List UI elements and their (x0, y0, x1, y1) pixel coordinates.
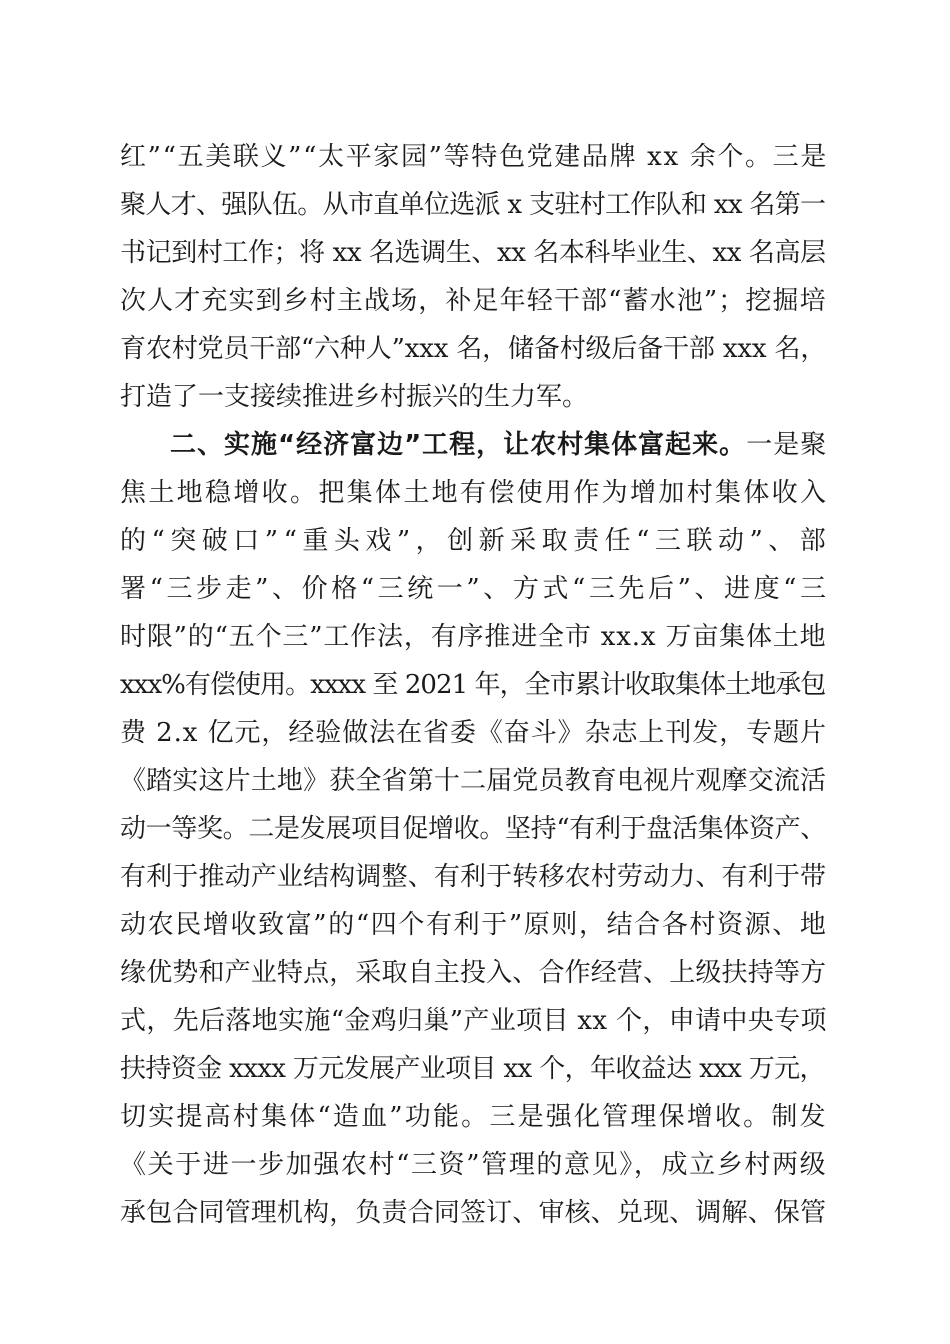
text-line: 署“三步走”、价格“三统一”、方式“三先后”、进度“三 (120, 574, 830, 604)
text-line: 动农民增收致富”的“四个有利于”原则，结合各村资源、地 (120, 910, 828, 940)
text-line: 有利于推动产业结构调整、有利于转移农村劳动力、有利于带 (120, 862, 827, 892)
text-line: 切实提高村集体“造血”功能。三是强化管理保增收。制发 (120, 1102, 828, 1132)
text-line: 扶持资金 xxxx 万元发展产业项目 xx 个，年收益达 xxx 万元， (120, 1054, 825, 1084)
text-line: 焦土地稳增收。把集体土地有偿使用作为增加村集体收入 (120, 478, 829, 508)
text-line: xxx%有偿使用。xxxx 至 2021 年，全市累计收取集体土地承包 (120, 670, 826, 700)
text-line: 打造了一支接续推进乡村振兴的生力军。 (120, 382, 589, 412)
text-line: 的“突破口”“重头戏”，创新采取责任“三联动”、部 (120, 526, 832, 556)
section-heading-tail: 一是聚 (746, 430, 828, 460)
section-heading: 二、实施“经济富边”工程，让农村集体富起来。 (170, 430, 747, 460)
text-line: 次人才充实到乡村主战场，补足年轻干部“蓄水池”；挖掘培 (120, 286, 827, 316)
text-line: 时限”的“五个三”工作法，有序推进全市 xx.x 万亩集体土地 (120, 622, 827, 652)
text-line: 《踏实这片土地》获全省第十二届党员教育电视片观摩交流活 (120, 766, 827, 796)
text-line: 红”“五美联义”“太平家园”等特色党建品牌 xx 余个。三是 (120, 142, 828, 172)
section-heading-line (170, 430, 827, 460)
text-line: 式，先后落地实施“金鸡归巢”产业项目 xx 个，申请中央专项 (120, 1006, 827, 1036)
text-line: 缘优势和产业特点，采取自主投入、合作经营、上级扶持等方 (120, 958, 827, 988)
text-line: 费 2.x 亿元，经验做法在省委《奋斗》杂志上刊发，专题片 (120, 718, 827, 748)
text-line: 《关于进一步加强农村“三资”管理的意见》，成立乡村两级 (120, 1150, 828, 1180)
text-line: 书记到村工作；将 xx 名选调生、xx 名本科毕业生、xx 名高层 (120, 238, 826, 268)
text-line: 承包合同管理机构，负责合同签订、审核、兑现、调解、保管 (120, 1198, 827, 1228)
text-line: 育农村党员干部“六种人”xxx 名，储备村级后备干部 xxx 名， (120, 334, 827, 364)
text-line: 动一等奖。二是发展项目促增收。坚持“有利于盘活集体资产、 (120, 814, 826, 844)
text-line: 聚人才、强队伍。从市直单位选派 x 支驻村工作队和 xx 名第一 (120, 190, 826, 220)
